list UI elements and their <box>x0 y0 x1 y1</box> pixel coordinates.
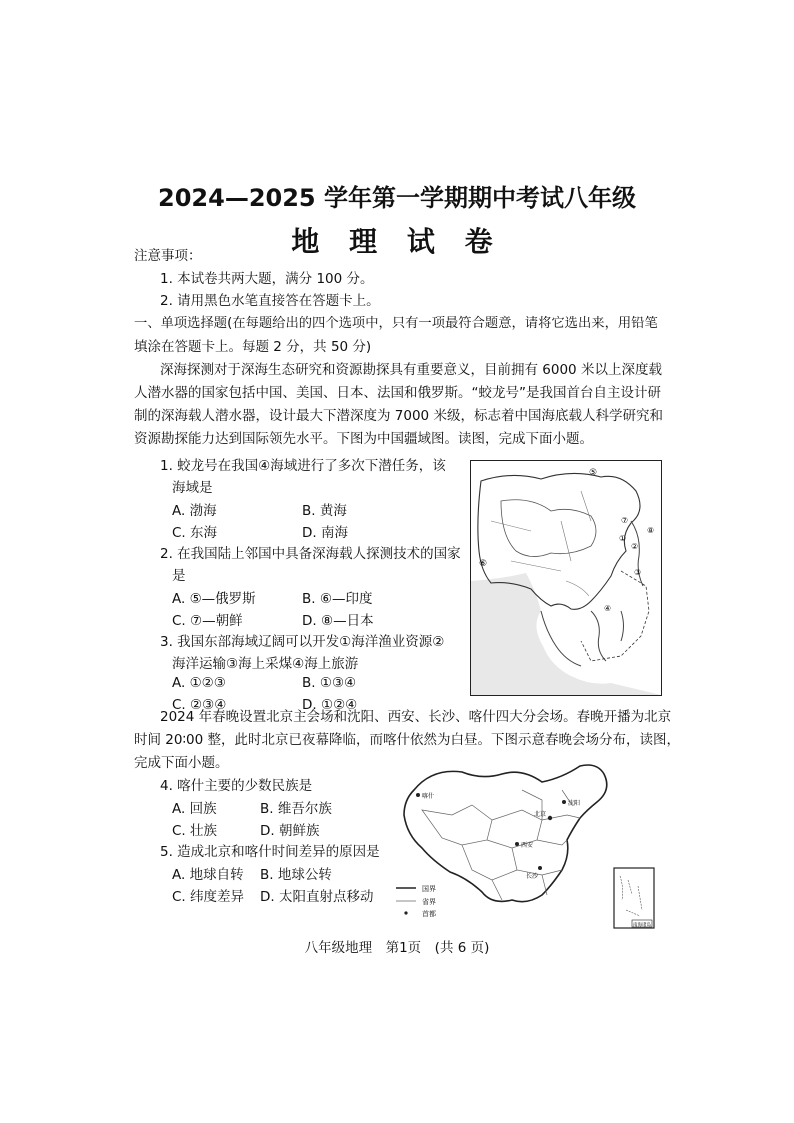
passage1-line1: 深海探测对于深海生态研究和资源勘探具有重要意义，目前拥有 6000 米以上深度载 <box>160 362 662 378</box>
passage2-line1: 2024 年春晚设置北京主会场和沈阳、西安、长沙、喀什四大分会场。春晚开播为北京 <box>160 709 672 725</box>
q2-stem-line1: 2. 在我国陆上邻国中具备深海载人探测技术的国家 <box>160 546 461 562</box>
q5-option-a: A. 地球自转 <box>172 867 244 883</box>
q4-stem: 4. 喀什主要的少数民族是 <box>160 778 313 794</box>
q4-option-a: A. 回族 <box>172 801 217 817</box>
map2-city-kashi: 喀什 <box>422 793 435 800</box>
q4-option-c: C. 壮族 <box>172 823 218 839</box>
q1-stem-line1: 1. 蛟龙号在我国④海域进行了多次下潜任务，该 <box>160 458 446 474</box>
q4-option-d: D. 朝鲜族 <box>260 823 320 839</box>
map1-label-8: ⑧ <box>647 526 655 535</box>
q1-stem-line2: 海域是 <box>172 480 213 496</box>
notice-label: 注意事项： <box>134 248 202 264</box>
q1-option-b: B. 黄海 <box>302 503 347 519</box>
map1-label-5: ⑤ <box>589 468 598 478</box>
inset-label: 南海诸岛 <box>633 923 651 928</box>
map1-label-3: ③ <box>634 568 642 577</box>
map2-city-shenyang: 沈阳 <box>568 800 581 807</box>
passage2-line3: 完成下面小题。 <box>134 755 229 771</box>
q2-option-a: A. ⑤—俄罗斯 <box>172 591 256 607</box>
map1-label-4: ④ <box>604 604 612 613</box>
page-footer: 八年级地理 第1页 (共 6 页) <box>304 940 490 956</box>
q2-stem-line2: 是 <box>172 568 186 584</box>
passage1-line3: 制的深海载人潜水器，设计最大下潜深度为 7000 米级，标志着中国海底载人科学研究和 <box>134 408 663 424</box>
q3-option-a: A. ①②③ <box>172 675 226 691</box>
q5-option-c: C. 纬度差异 <box>172 889 245 905</box>
q2-option-c: C. ⑦—朝鲜 <box>172 613 243 629</box>
q3-stem-line2: 海洋运输③海上采煤④海上旅游 <box>172 656 359 672</box>
map1-label-1: ① <box>619 534 627 543</box>
q3-option-d: D. ①②④ <box>302 697 358 713</box>
legend-provincial-border: 省界 <box>422 898 436 906</box>
legend-capital: 首都 <box>422 910 436 918</box>
china-territory-map-drawing <box>471 461 661 695</box>
notice-item-1: 1. 本试卷共两大题，满分 100 分。 <box>160 271 374 287</box>
q3-option-b: B. ①③④ <box>302 675 357 691</box>
q3-option-c: C. ②③④ <box>172 697 227 713</box>
map1-label-6: ⑥ <box>479 559 488 569</box>
q1-option-a: A. 渤海 <box>172 503 217 519</box>
map1-label-7: ⑦ <box>621 516 629 525</box>
gala-venue-map-drawing <box>392 760 662 932</box>
map2-city-xian: 西安 <box>521 842 534 849</box>
legend-national-border: 国界 <box>422 885 436 893</box>
section1-line1: 一、单项选择题(在每题给出的四个选项中，只有一项最符合题意，请将它选出来，用铅笔 <box>134 316 658 331</box>
q1-option-c: C. 东海 <box>172 525 218 541</box>
q1-option-d: D. 南海 <box>302 525 348 541</box>
exam-subtitle: 地 理 试 卷 <box>291 225 503 258</box>
q2-option-b: B. ⑥—印度 <box>302 591 373 607</box>
passage2-line2: 时间 20∶00 整，此时北京已夜幕降临，而喀什依然为白昼。下图示意春晚会场分布，读图， <box>134 732 680 748</box>
map2-city-changsha: 长沙 <box>526 873 539 880</box>
q5-option-b: B. 地球公转 <box>260 867 332 883</box>
exam-title: 2024—2025 学年第一学期期中考试八年级 <box>158 184 636 212</box>
passage1-line4: 资源勘探能力达到国际领先水平。下图为中国疆域图。读图，完成下面小题。 <box>134 431 593 447</box>
map1-label-2: ② <box>631 542 639 551</box>
q4-option-b: B. 维吾尔族 <box>260 801 332 817</box>
gala-venue-map <box>392 760 662 932</box>
section1-line2: 填涂在答题卡上。每题 2 分，共 50 分) <box>134 339 372 355</box>
q3-stem-line1: 3. 我国东部海域辽阔可以开发①海洋渔业资源② <box>160 634 445 650</box>
notice-item-2: 2. 请用黑色水笔直接答在答题卡上。 <box>160 293 380 309</box>
china-territory-map <box>470 460 662 696</box>
q2-option-d: D. ⑧—日本 <box>302 613 374 629</box>
q5-option-d: D. 太阳直射点移动 <box>260 889 374 905</box>
passage1-line2: 人潜水器的国家包括中国、美国、日本、法国和俄罗斯。“蛟龙号”是我国首台自主设计研 <box>134 385 661 401</box>
map2-city-beijing: 北京 <box>534 811 547 818</box>
q5-stem: 5. 造成北京和喀什时间差异的原因是 <box>160 844 380 860</box>
